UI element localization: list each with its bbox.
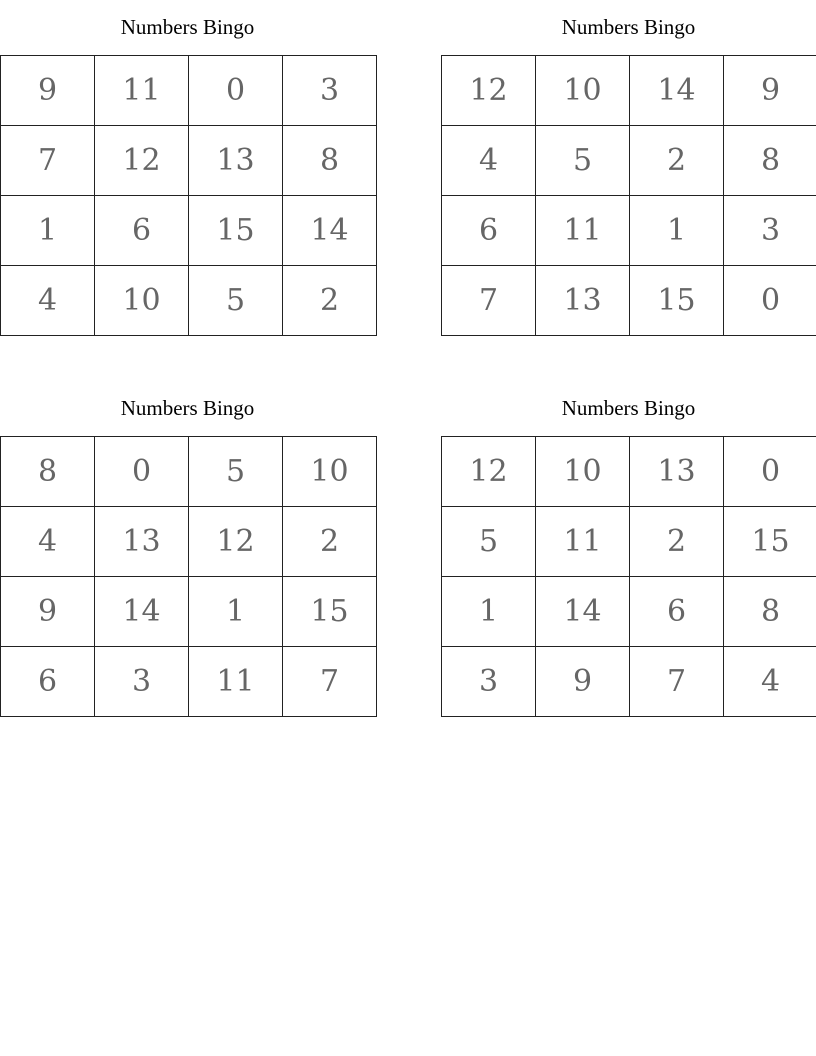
- grid-cell: 8: [724, 126, 816, 196]
- grid-cell: 1: [189, 577, 283, 647]
- grid-cell: 7: [283, 647, 377, 717]
- card-title: Numbers Bingo: [120, 15, 255, 39]
- grid-cell: 6: [442, 196, 536, 266]
- grid-cell: 8: [724, 577, 816, 647]
- grid-cell: 14: [536, 577, 630, 647]
- grid-row: [1, 437, 377, 507]
- grid-cell: 7: [442, 266, 536, 336]
- grid-cell: 4: [1, 266, 95, 336]
- grid-cell: 13: [95, 507, 189, 577]
- grid-cell: 9: [1, 577, 95, 647]
- bingo-grid: [441, 55, 816, 336]
- grid-row: [1, 266, 377, 336]
- grid-cell: 10: [283, 437, 377, 507]
- grid-cell: 6: [630, 577, 724, 647]
- grid-cell: 3: [283, 56, 377, 126]
- grid-row: [442, 577, 816, 647]
- grid-cell: 11: [95, 56, 189, 126]
- grid-cell: 1: [1, 196, 95, 266]
- grid-cell: 2: [630, 126, 724, 196]
- grid-cell: 11: [189, 647, 283, 717]
- grid-row: [442, 56, 816, 126]
- grid-cell: 11: [536, 507, 630, 577]
- grid-cell: 15: [283, 577, 377, 647]
- grid-cell: 9: [1, 56, 95, 126]
- grid-row: [442, 507, 816, 577]
- grid-cell: 9: [724, 56, 816, 126]
- grid-cell: 13: [630, 437, 724, 507]
- grid-row: [1, 56, 377, 126]
- bingo-grid: [0, 55, 377, 336]
- grid-cell: 6: [1, 647, 95, 717]
- grid-cell: 9: [536, 647, 630, 717]
- grid-cell: 1: [442, 577, 536, 647]
- grid-cell: 12: [95, 126, 189, 196]
- grid-cell: 5: [189, 266, 283, 336]
- grid-cell: 15: [189, 196, 283, 266]
- grid-cell: 10: [536, 437, 630, 507]
- grid-cell: 14: [630, 56, 724, 126]
- grid-cell: 2: [283, 507, 377, 577]
- grid-cell: 14: [283, 196, 377, 266]
- grid-cell: 11: [536, 196, 630, 266]
- grid-row: [442, 126, 816, 196]
- grid-cell: 7: [1, 126, 95, 196]
- grid-cell: 2: [630, 507, 724, 577]
- card-title: Numbers Bingo: [561, 15, 696, 39]
- grid-cell: 1: [630, 196, 724, 266]
- grid-cell: 4: [724, 647, 816, 717]
- grid-cell: 15: [724, 507, 816, 577]
- grid-cell: 3: [724, 196, 816, 266]
- grid-cell: 13: [536, 266, 630, 336]
- grid-row: [442, 266, 816, 336]
- grid-cell: 7: [630, 647, 724, 717]
- grid-cell: 15: [630, 266, 724, 336]
- grid-cell: 5: [189, 437, 283, 507]
- grid-cell: 3: [442, 647, 536, 717]
- grid-cell: 4: [1, 507, 95, 577]
- grid-cell: 0: [95, 437, 189, 507]
- card-title: Numbers Bingo: [120, 396, 255, 420]
- grid-cell: 2: [283, 266, 377, 336]
- grid-cell: 4: [442, 126, 536, 196]
- grid-cell: 8: [1, 437, 95, 507]
- grid-row: [442, 437, 816, 507]
- bingo-grid: [441, 436, 816, 717]
- grid-row: [1, 126, 377, 196]
- grid-row: [1, 196, 377, 266]
- grid-row: [442, 196, 816, 266]
- grid-cell: 5: [442, 507, 536, 577]
- grid-cell: 14: [95, 577, 189, 647]
- grid-cell: 3: [95, 647, 189, 717]
- grid-cell: 13: [189, 126, 283, 196]
- grid-cell: 10: [536, 56, 630, 126]
- grid-cell: 6: [95, 196, 189, 266]
- grid-cell: 0: [724, 437, 816, 507]
- card-title: Numbers Bingo: [561, 396, 696, 420]
- grid-cell: 8: [283, 126, 377, 196]
- grid-row: [1, 647, 377, 717]
- grid-cell: 10: [95, 266, 189, 336]
- grid-cell: 0: [724, 266, 816, 336]
- grid-cell: 12: [189, 507, 283, 577]
- bingo-grid: [0, 436, 377, 717]
- grid-cell: 0: [189, 56, 283, 126]
- grid-row: [1, 507, 377, 577]
- grid-cell: 5: [536, 126, 630, 196]
- grid-row: [1, 577, 377, 647]
- grid-row: [442, 647, 816, 717]
- grid-cell: 12: [442, 437, 536, 507]
- grid-cell: 12: [442, 56, 536, 126]
